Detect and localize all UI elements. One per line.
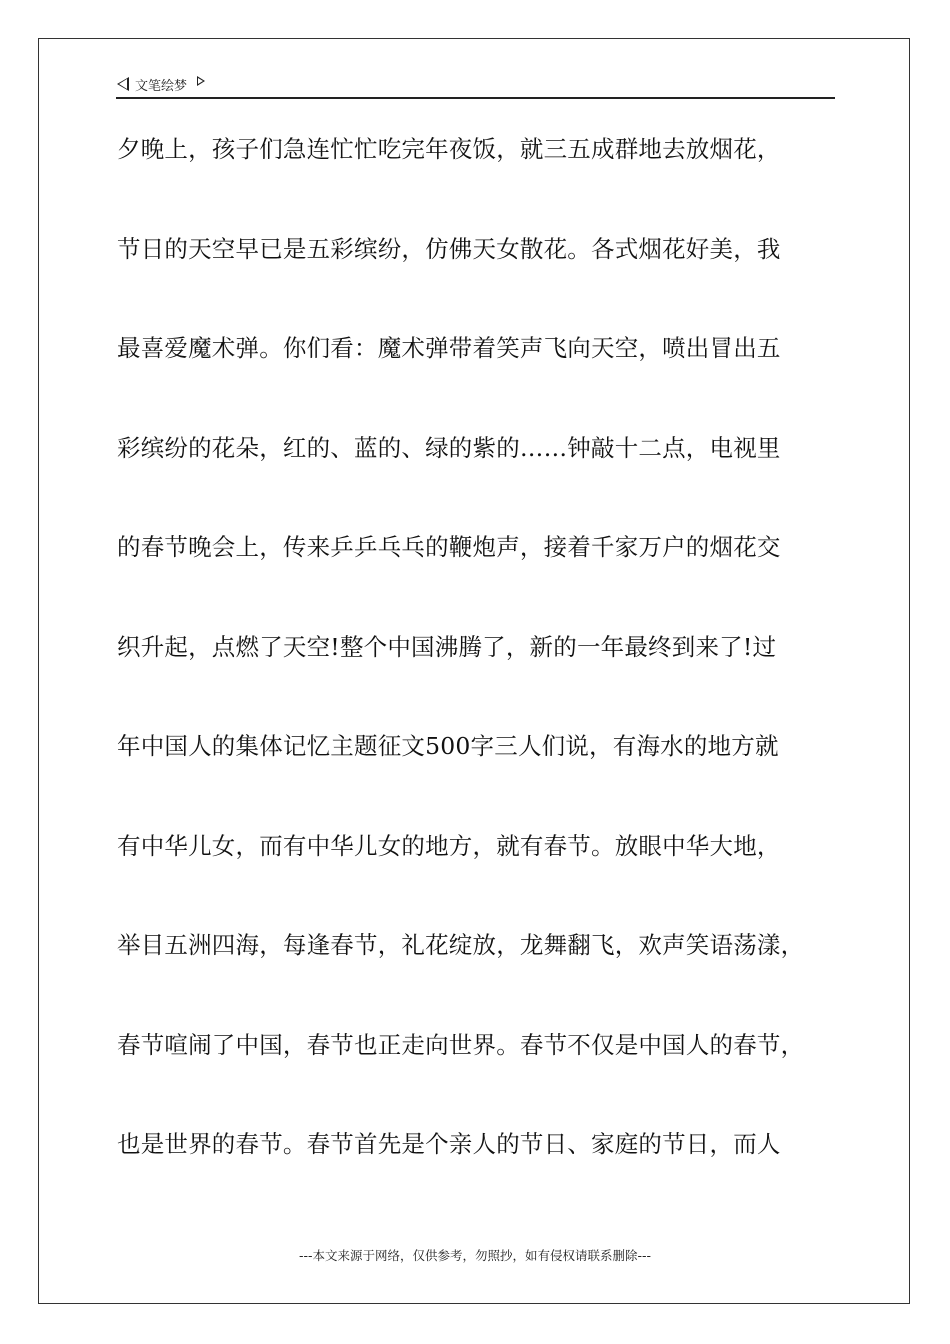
page-header: [117, 74, 205, 94]
text-line: 织升起，点燃了天空!整个中国沸腾了，新的一年最终到来了!过: [117, 632, 777, 661]
text-line: 节日的天空早已是五彩缤纷，仿佛天女散花。各式烟花好美，我: [117, 234, 781, 263]
text-line: 春节喧闹了中国，春节也正走向世界。春节不仅是中国人的春节，: [117, 1030, 805, 1059]
document-body: [117, 126, 857, 1221]
text-line: 夕晚上，孩子们急连忙忙吃完年夜饭，就三五成群地去放烟花，: [117, 135, 781, 163]
header-divider: [116, 97, 835, 99]
footer-notice: ---本文来源于网络，仅供参考，勿照抄，如有侵权请联系删除---: [298, 1248, 652, 1263]
text-line: 有中华儿女，而有中华儿女的地方，就有春节。放眼中华大地，: [117, 831, 781, 860]
text-line: 也是世界的春节。春节首先是个亲人的节日、家庭的节日，而人: [117, 1130, 781, 1158]
text-line: 年中国人的集体记忆主题征文500字三人们说，有海水的地方就: [117, 732, 779, 760]
header-title: 文笔绘梦: [135, 78, 188, 94]
text-line: 彩缤纷的花朵，红的、蓝的、绿的紫的……钟敲十二点，电视里: [117, 433, 781, 462]
text-line: 举目五洲四海，每逢春节，礼花绽放，龙舞翻飞，欢声笑语荡漾，: [117, 931, 805, 959]
triangle-right-icon: [197, 76, 205, 86]
text-line: 最喜爱魔术弹。你们看：魔术弹带着笑声飞向天空，喷出冒出五: [117, 334, 781, 362]
text-line: 的春节晚会上，传来乒乒乓乓的鞭炮声，接着千家万户的烟花交: [117, 533, 781, 561]
triangle-left-icon: [117, 77, 129, 91]
